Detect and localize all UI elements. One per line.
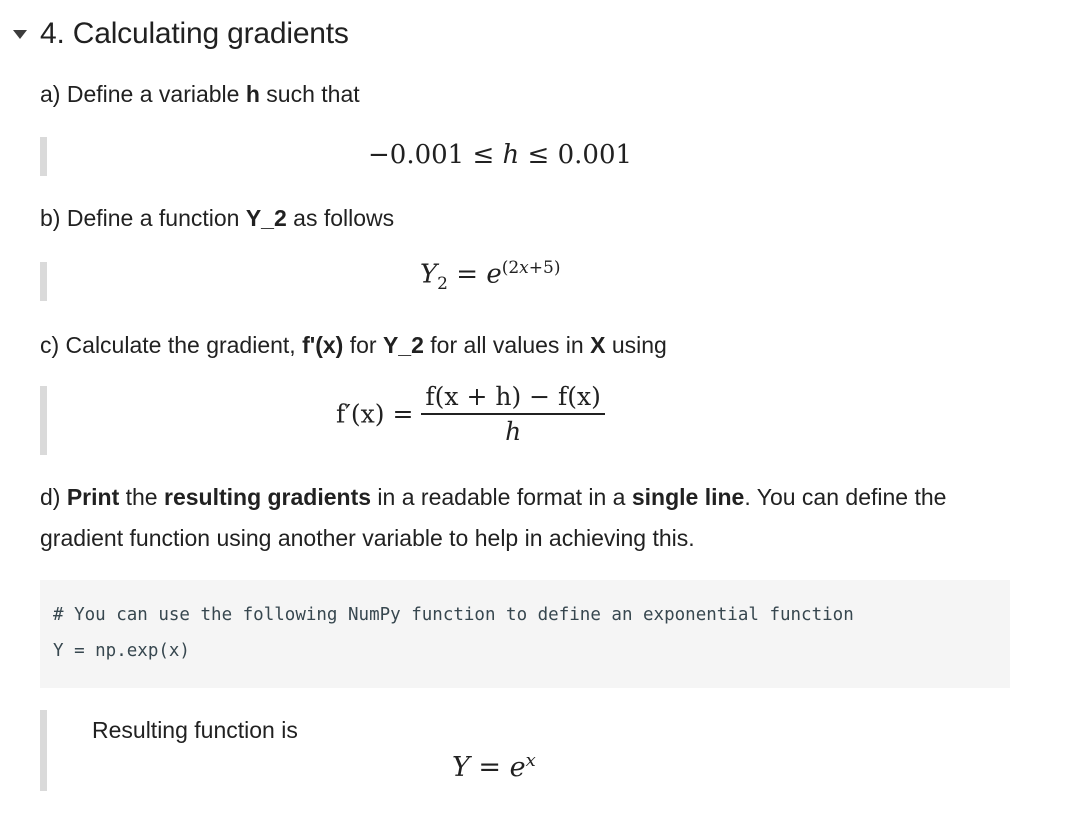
result-label: Resulting function is xyxy=(92,717,298,743)
caret-down-icon[interactable] xyxy=(0,14,40,54)
math-h-right: ≤ 0.001 xyxy=(519,140,633,170)
part-a-suffix: such that xyxy=(259,81,360,107)
part-c-suffix: using xyxy=(605,332,667,358)
part-d-line2: gradient function using another variable to help in achieving this. xyxy=(40,525,695,551)
math-y2-exponent xyxy=(502,258,561,278)
part-b-text xyxy=(40,198,394,238)
part-d-t1: the xyxy=(119,484,164,510)
section-header[interactable] xyxy=(0,14,349,54)
section-title: 4. Calculating gradients xyxy=(40,17,349,50)
math-y2-exp-open: (2 xyxy=(501,258,520,278)
part-c-middle2: for all values in xyxy=(423,332,591,358)
math-fraction xyxy=(421,382,605,446)
math-result-lhs: Y xyxy=(452,752,470,783)
quote-bar-result xyxy=(40,710,47,791)
math-h-var: h xyxy=(502,140,520,170)
part-d-t3: . You can define the xyxy=(744,484,947,510)
quote-bar-c xyxy=(40,386,47,455)
code-line: # You can use the following NumPy function to define an exponential function xyxy=(53,605,854,625)
part-d-prefix: d) xyxy=(40,484,67,510)
part-c-name: Y_2 xyxy=(382,332,424,358)
part-d-bold-gradients: resulting gradients xyxy=(164,484,372,510)
part-b-prefix: b) Define a function xyxy=(40,205,246,231)
math-numerator: f(x + h) − f(x) xyxy=(421,382,605,415)
math-result-exponent: x xyxy=(525,750,536,771)
part-c-middle: for xyxy=(343,332,383,358)
part-d-bold-single-line: single line xyxy=(631,484,745,510)
math-derivative-lhs: f′(x) = xyxy=(336,399,422,429)
part-d-text xyxy=(40,477,946,517)
quote-bar-b xyxy=(40,262,47,301)
part-c-text xyxy=(40,325,667,365)
math-denominator: h xyxy=(505,417,522,446)
code-block[interactable] xyxy=(40,580,1010,688)
part-c-fx: f'(x) xyxy=(302,332,344,358)
part-b-suffix: as follows xyxy=(286,205,395,231)
part-b-name: Y_2 xyxy=(245,205,287,231)
part-a-text xyxy=(40,74,360,114)
code-line: Y = np.exp(x) xyxy=(53,641,190,661)
math-y2-definition xyxy=(420,258,560,294)
math-y2-equals: = xyxy=(448,259,487,290)
math-derivative-formula xyxy=(336,382,605,446)
math-result-formula xyxy=(452,750,536,783)
math-result-equals: = xyxy=(469,752,510,783)
part-d-t2: in a readable format in a xyxy=(371,484,632,510)
math-y2-lhs: Y xyxy=(420,259,438,290)
math-result-base: e xyxy=(509,752,526,783)
part-d-bold-print: Print xyxy=(66,484,120,510)
math-y2-base: e xyxy=(486,259,502,290)
part-c-prefix: c) Calculate the gradient, xyxy=(40,332,303,358)
part-a-prefix: a) Define a variable xyxy=(40,81,246,107)
math-y2-exp-close: +5) xyxy=(528,258,561,278)
part-a-variable: h xyxy=(245,81,260,107)
math-y2-exp-var: x xyxy=(519,258,529,278)
math-h-left: −0.001 ≤ xyxy=(368,140,503,170)
math-y2-subscript: 2 xyxy=(437,273,448,294)
quote-bar-a xyxy=(40,137,47,176)
math-h-range xyxy=(368,140,632,170)
part-c-X: X xyxy=(590,332,606,358)
